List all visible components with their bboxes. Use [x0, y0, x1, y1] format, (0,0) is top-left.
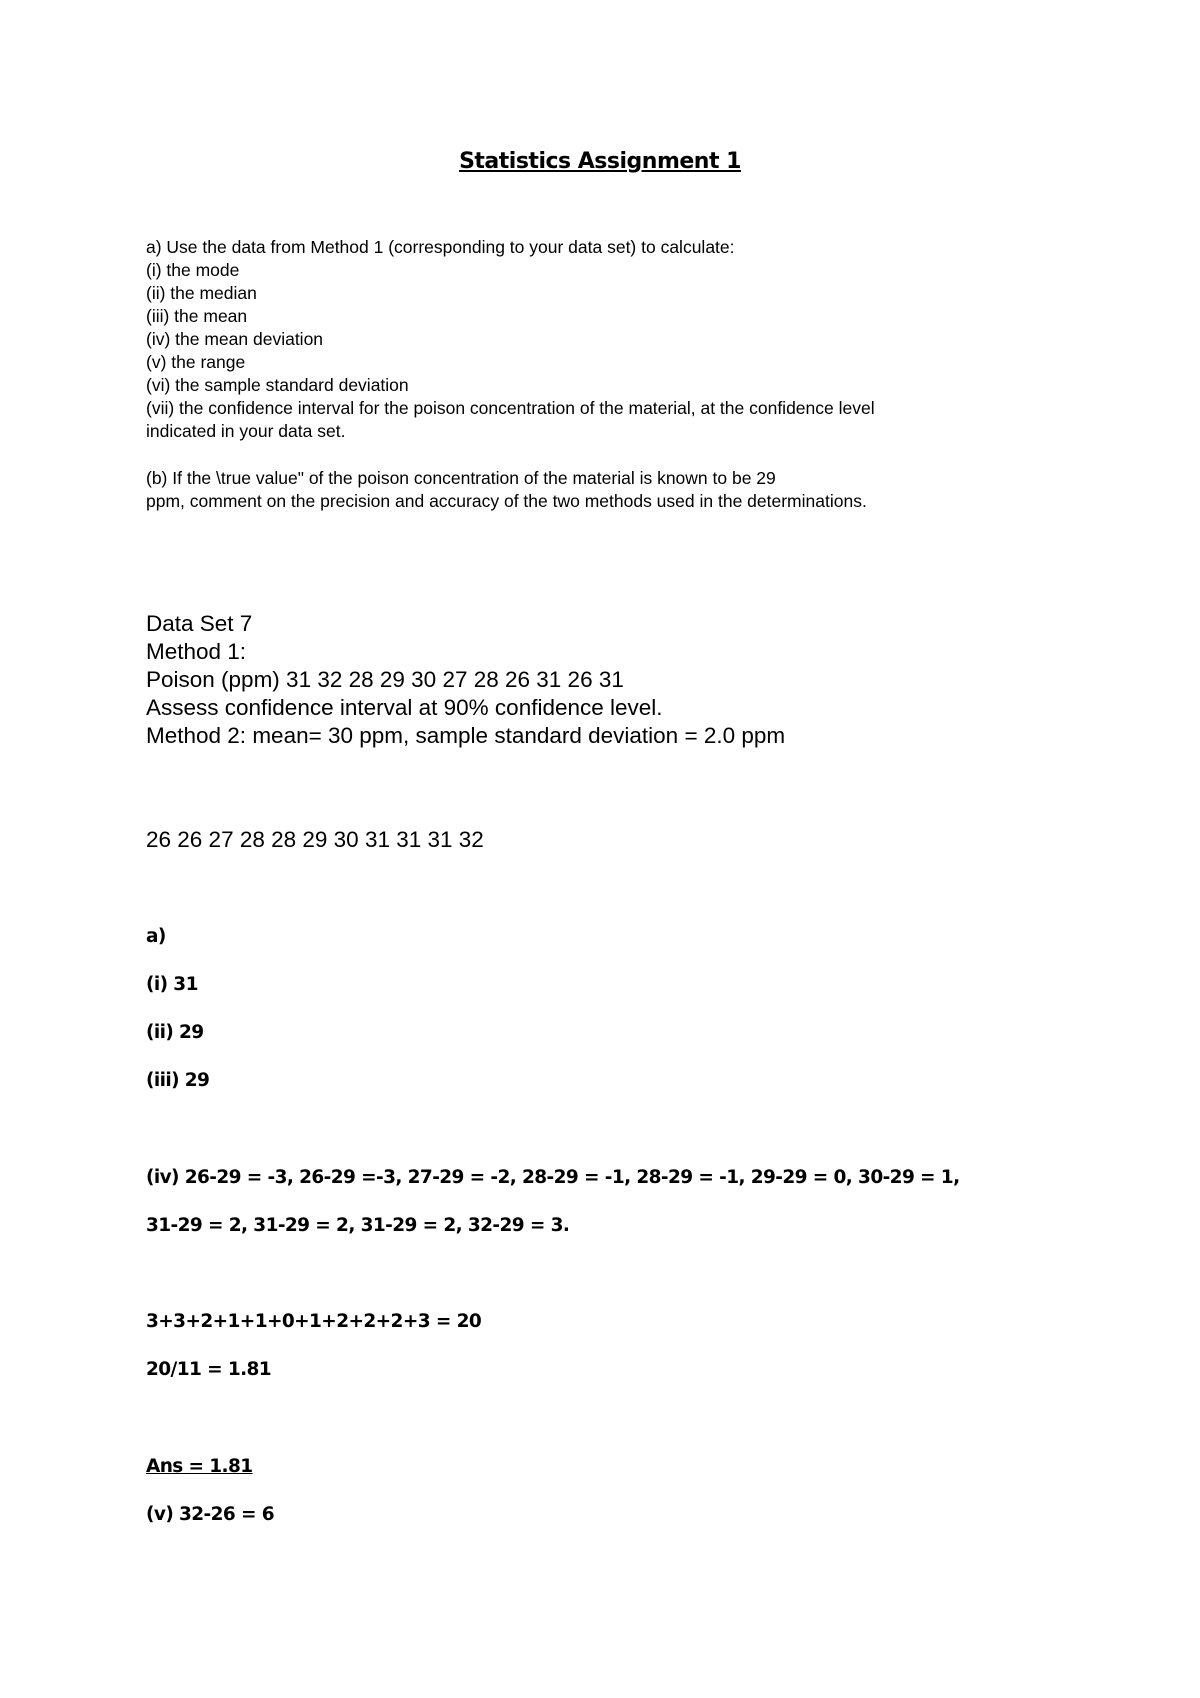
task-line-confidence-interval-cont: indicated in your data set.: [146, 421, 346, 441]
answer-division-line: 20/11 = 1.81: [146, 1359, 272, 1380]
task-line-mode: (i) the mode: [146, 260, 240, 280]
poison-data-line: Poison (ppm) 31 32 28 29 30 27 28 26 31 26 31: [146, 667, 624, 692]
task-line-b-cont: ppm, comment on the precision and accuracy of the two methods used in the determinations.: [146, 491, 867, 511]
sorted-data-line: 26 26 27 28 28 29 30 31 31 31 32: [146, 827, 484, 852]
task-line-median: (ii) the median: [146, 283, 257, 303]
method-2-line: Method 2: mean= 30 ppm, sample standard deviation = 2.0 ppm: [146, 723, 786, 748]
answer-mean-deviation-result: Ans = 1.81: [146, 1456, 253, 1477]
confidence-level-line: Assess confidence interval at 90% confidence level.: [146, 695, 663, 720]
task-line-a: a) Use the data from Method 1 (corresponding to your data set) to calculate:: [146, 237, 735, 257]
answer-mode: (i) 31: [146, 974, 198, 995]
task-line-range: (v) the range: [146, 352, 246, 372]
task-line-confidence-interval: (vii) the confidence interval for the poison concentration of the material, at the confidence level: [146, 398, 875, 418]
document-title: Statistics Assignment 1: [459, 149, 741, 174]
answer-deviations-line-2: 31-29 = 2, 31-29 = 2, 31-29 = 2, 32-29 = 3.: [146, 1215, 570, 1236]
task-line-mean: (iii) the mean: [146, 306, 248, 326]
data-set-heading: Data Set 7: [146, 611, 253, 636]
task-line-std-dev: (vi) the sample standard deviation: [146, 375, 409, 395]
method-1-label: Method 1:: [146, 639, 247, 664]
answer-range: (v) 32-26 = 6: [146, 1504, 275, 1525]
answer-sum-line: 3+3+2+1+1+0+1+2+2+2+3 = 20: [146, 1311, 482, 1332]
answer-median: (ii) 29: [146, 1022, 204, 1043]
answer-deviations-line-1: (iv) 26-29 = -3, 26-29 =-3, 27-29 = -2, 28-29 = -1, 28-29 = -1, 29-29 = 0, 30-29 = 1,: [146, 1167, 960, 1188]
answer-part-a-label: a): [146, 926, 166, 947]
task-line-mean-deviation: (iv) the mean deviation: [146, 329, 324, 349]
task-line-b: (b) If the \true value" of the poison concentration of the material is known to be 29: [146, 468, 776, 488]
answer-mean: (iii) 29: [146, 1070, 210, 1091]
